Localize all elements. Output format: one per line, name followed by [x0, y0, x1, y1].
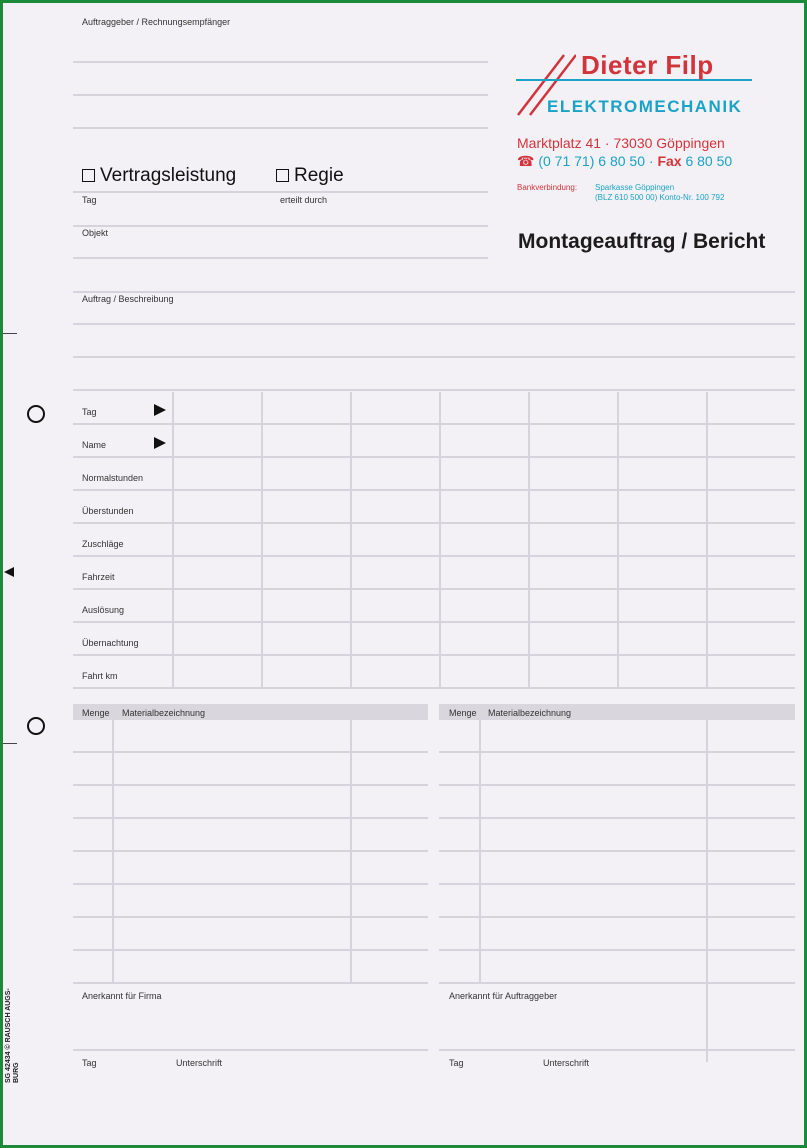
client-line-2[interactable]: [73, 94, 488, 96]
desc-header-right: Materialbezeichnung: [488, 708, 572, 718]
order-label: Auftrag / Beschreibung: [82, 294, 174, 304]
row-label-travel-time: Fahrzeit: [82, 572, 115, 582]
contract-checkbox[interactable]: [82, 165, 236, 187]
time-row-line[interactable]: [73, 588, 795, 590]
time-row-line[interactable]: [73, 621, 795, 623]
material-row-line[interactable]: [73, 982, 428, 984]
time-col-line: [706, 392, 708, 687]
object-line[interactable]: [73, 257, 488, 259]
form-title: Montageauftrag / Bericht: [518, 230, 766, 253]
time-row-line[interactable]: [73, 423, 795, 425]
issued-by-label: erteilt durch: [280, 195, 328, 205]
regie-label: Regie: [294, 165, 344, 186]
regie-checkbox[interactable]: [276, 165, 344, 187]
center-mark-icon: [4, 567, 14, 577]
order-top-line: [73, 291, 795, 293]
time-col-line: [261, 392, 263, 687]
material-col-line: [112, 720, 114, 982]
row-label-normal-hours: Normalstunden: [82, 473, 144, 483]
material-row-line[interactable]: [73, 883, 428, 885]
time-row-line[interactable]: [73, 522, 795, 524]
row-label-overnight: Übernachtung: [82, 638, 139, 648]
time-col-line: [617, 392, 619, 687]
material-row-line[interactable]: [73, 784, 428, 786]
row-label-name: Name: [82, 440, 107, 450]
material-row-line[interactable]: [73, 916, 428, 918]
desc-header-left: Materialbezeichnung: [122, 708, 206, 718]
order-line-2[interactable]: [73, 356, 795, 358]
material-row-line[interactable]: [439, 784, 795, 786]
material-row-line[interactable]: [439, 916, 795, 918]
company-fax: 6 80 50: [685, 153, 733, 169]
client-line-1[interactable]: [73, 61, 488, 63]
punch-hole-icon: [27, 717, 45, 735]
checkbox-icon[interactable]: [82, 169, 95, 182]
bank-label: Bankverbindung:: [517, 183, 578, 192]
row-label-allowance: Auslösung: [82, 605, 125, 615]
material-col-line: [350, 720, 352, 982]
time-col-line: [439, 392, 441, 687]
row-label-surcharges: Zuschläge: [82, 539, 124, 549]
time-col-line: [172, 392, 174, 687]
checkbox-icon[interactable]: [276, 169, 289, 182]
form-sheet: [3, 3, 804, 1145]
time-row-line[interactable]: [73, 654, 795, 656]
material-row-line[interactable]: [73, 850, 428, 852]
bank-details: (BLZ 610 500 00) Konto-Nr. 100 792: [595, 193, 725, 202]
material-row-line[interactable]: [439, 949, 795, 951]
material-row-line[interactable]: [73, 949, 428, 951]
day-label: Tag: [82, 195, 97, 205]
imprint-line-2: BURG: [13, 1062, 20, 1083]
arrow-right-icon: [154, 404, 166, 416]
fax-label: Fax: [657, 153, 682, 169]
company-phone-row: ☎ (0 71 71) 6 80 50 · Fax 6 80 50: [517, 153, 733, 169]
time-col-line: [350, 392, 352, 687]
punch-hole-icon: [27, 405, 45, 423]
signature-right-line[interactable]: [439, 1049, 795, 1051]
fold-mark: [3, 743, 17, 744]
material-row-line[interactable]: [439, 982, 795, 984]
company-phone: (0 71 71) 6 80 50: [538, 153, 645, 169]
fold-mark: [3, 333, 17, 334]
contract-label: Vertragsleistung: [100, 165, 237, 186]
order-line-1[interactable]: [73, 323, 795, 325]
qty-header-left: Menge: [82, 708, 110, 718]
material-row-line[interactable]: [439, 883, 795, 885]
time-col-line: [528, 392, 530, 687]
row-label-overtime: Überstunden: [82, 506, 134, 516]
client-label: Auftraggeber / Rechnungsempfänger: [82, 17, 231, 27]
imprint: [5, 988, 21, 1083]
bank-name: Sparkasse Göppingen: [595, 183, 675, 192]
order-line-3[interactable]: [73, 389, 795, 391]
material-col-line: [706, 720, 708, 982]
client-line-3[interactable]: [73, 127, 488, 129]
time-row-line[interactable]: [73, 489, 795, 491]
day-line[interactable]: [73, 225, 488, 227]
signature-left-date: Tag: [82, 1058, 97, 1068]
signature-left-label: Anerkannt für Firma: [82, 991, 162, 1001]
options-line: [73, 191, 488, 193]
company-address: Marktplatz 41 · 73030 Göppingen: [517, 135, 725, 151]
telephone-icon: ☎: [517, 153, 535, 169]
material-row-line[interactable]: [73, 751, 428, 753]
time-row-line[interactable]: [73, 687, 795, 689]
time-row-line[interactable]: [73, 555, 795, 557]
signature-right-label: Anerkannt für Auftraggeber: [449, 991, 558, 1001]
signature-right-sign: Unterschrift: [543, 1058, 590, 1068]
time-row-line[interactable]: [73, 456, 795, 458]
material-row-line[interactable]: [439, 817, 795, 819]
qty-header-right: Menge: [449, 708, 477, 718]
imprint-line-1: SG 42434 © RAUSCH AUGS-: [5, 988, 12, 1083]
company-subtitle: ELEKTROMECHANIK: [547, 97, 743, 116]
signature-left-line[interactable]: [73, 1049, 428, 1051]
material-col-line: [479, 720, 481, 982]
row-label-day: Tag: [82, 407, 97, 417]
object-label: Objekt: [82, 228, 109, 238]
company-name: Dieter Filp: [581, 50, 714, 80]
signature-left-sign: Unterschrift: [176, 1058, 223, 1068]
signature-right-date: Tag: [449, 1058, 464, 1068]
material-row-line[interactable]: [439, 850, 795, 852]
arrow-right-icon: [154, 437, 166, 449]
row-label-travel-km: Fahrt km: [82, 671, 118, 681]
material-row-line[interactable]: [439, 751, 795, 753]
material-row-line[interactable]: [73, 817, 428, 819]
